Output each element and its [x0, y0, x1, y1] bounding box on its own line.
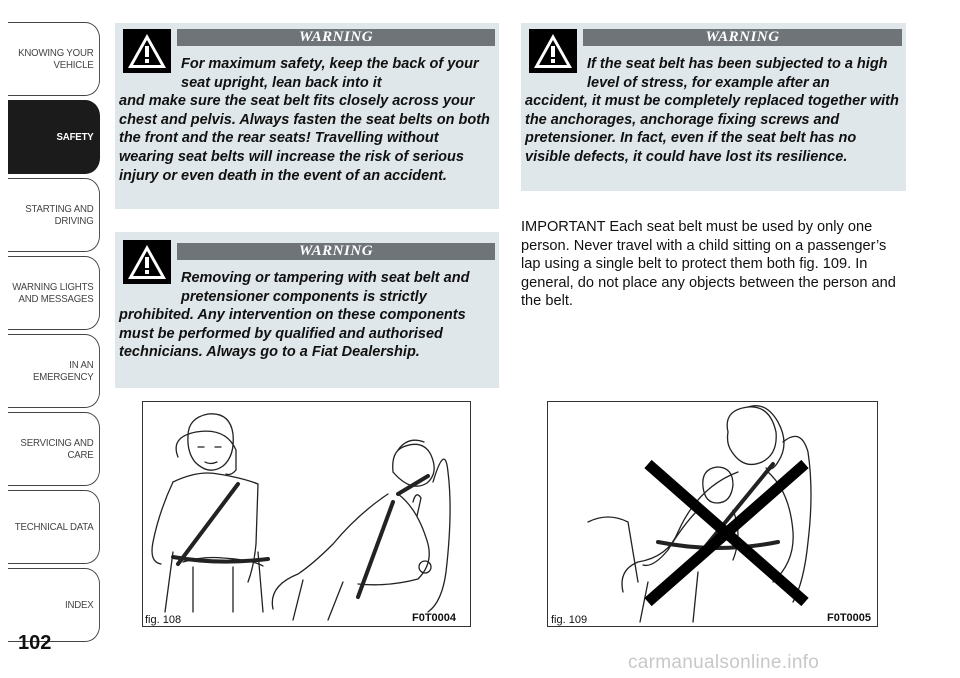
- warning-box-tampering: [115, 232, 499, 388]
- seat-belt-wearers-illustration: [143, 402, 471, 627]
- warning-box-stress: [521, 23, 906, 191]
- tab-technical-data[interactable]: [8, 490, 100, 564]
- tab-warning-lights[interactable]: [8, 256, 100, 330]
- tab-in-an-emergency[interactable]: [8, 334, 100, 408]
- tab-label: STARTING AND DRIVING: [25, 203, 94, 227]
- tab-knowing-your-vehicle[interactable]: [8, 22, 100, 96]
- warning-title: WARNING: [177, 29, 495, 46]
- watermark: carmanualsonline.info: [628, 652, 820, 673]
- warning-text: [119, 269, 497, 362]
- figure-108-illustration: [142, 401, 471, 627]
- warning-box-seat-position: [115, 23, 499, 209]
- tab-label: INDEX: [64, 599, 94, 611]
- tab-label: SAFETY: [56, 131, 94, 143]
- tab-label: WARNING LIGHTS AND MESSAGES: [12, 281, 94, 305]
- warning-title: WARNING: [177, 243, 495, 260]
- warning-text-lead: If the seat belt has been subjected to a high level of stress, for example after an: [587, 56, 888, 91]
- tab-label: IN AN EMERGENCY: [32, 359, 94, 383]
- warning-text-lead: For maximum safety, keep the back of your seat upright, lean back into it: [181, 56, 479, 91]
- figure-code: F0T0004: [412, 612, 457, 624]
- figure-code: F0T0005: [827, 612, 872, 624]
- tab-label: TECHNICAL DATA: [14, 521, 94, 533]
- figure-caption: fig. 108: [145, 614, 182, 626]
- important-paragraph: IMPORTANT Each seat belt must be used by only one person. Never travel with a child sitting on a passenger’s lap using a single belt to protect them both fig. 109. In general, do not place any objects between the person and the belt.: [521, 219, 896, 310]
- figure-caption: fig. 109: [551, 614, 588, 626]
- warning-text: [119, 55, 497, 185]
- warning-text: [525, 55, 903, 167]
- warning-text-body: and make sure the seat belt fits closely across your chest and pelvis. Always fasten the seat belts on both the front and the rear seats! Travelling without wearing seat belts will increase the risk of serious injury or even death in the event of an accident.: [119, 93, 490, 184]
- warning-text-body: prohibited. Any intervention on these components must be performed by qualified and authorised technicians. Always go to a Fiat Dealership.: [119, 307, 466, 361]
- warning-title: WARNING: [583, 29, 902, 46]
- figure-109-illustration: [547, 401, 878, 627]
- tab-label: SERVICING AND CARE: [20, 437, 94, 461]
- child-on-lap-illustration: [548, 402, 878, 627]
- tab-starting-and-driving[interactable]: [8, 178, 100, 252]
- page-number: 102: [18, 632, 52, 654]
- warning-text-body: accident, it must be completely replaced together with the anchorages, anchorage fixing screws and pretensioner. In fact, even if the seat belt has no visible defects, it could have lost its resilience.: [525, 93, 899, 165]
- tab-servicing-and-care[interactable]: [8, 412, 100, 486]
- tab-index[interactable]: [8, 568, 100, 642]
- tab-label: KNOWING YOUR VEHICLE: [18, 47, 94, 71]
- prohibited-cross-icon: [648, 464, 805, 602]
- tab-safety[interactable]: [8, 100, 100, 174]
- warning-text-lead: Removing or tampering with seat belt and pretensioner components is strictly: [181, 270, 470, 305]
